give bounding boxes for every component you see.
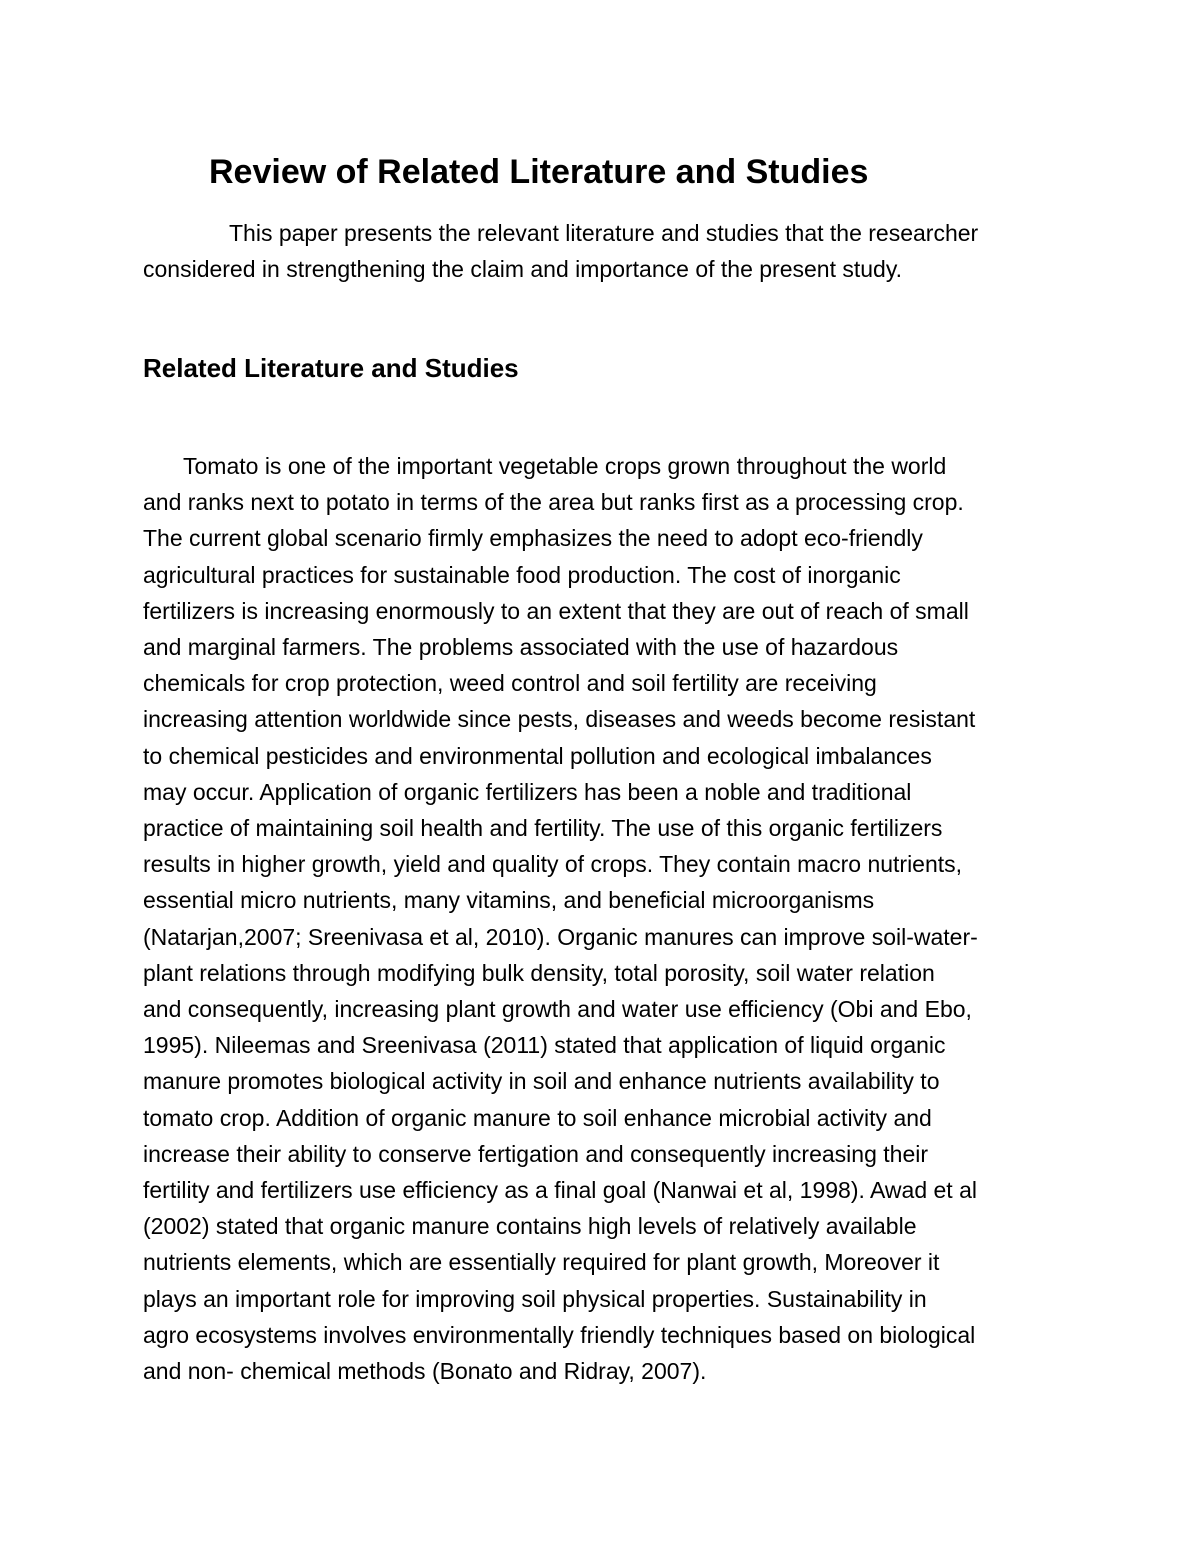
body-line: 1995). Nileemas and Sreenivasa (2011) stated that application of liquid organic xyxy=(143,1032,946,1059)
body-line: and consequently, increasing plant growth and water use efficiency (Obi and Ebo, xyxy=(143,996,972,1023)
body-line: manure promotes biological activity in soil and enhance nutrients availability to xyxy=(143,1068,940,1095)
body-line: agro ecosystems involves environmentally friendly techniques based on biological xyxy=(143,1321,976,1348)
body-line: may occur. Application of organic fertilizers has been a noble and traditional xyxy=(143,778,912,805)
body-line: fertilizers is increasing enormously to an extent that they are out of reach of small xyxy=(143,597,969,624)
body-line: plant relations through modifying bulk density, total porosity, soil water relation xyxy=(143,959,935,986)
body-line: (2002) stated that organic manure contains high levels of relatively available xyxy=(143,1213,917,1240)
body-line: and non- chemical methods (Bonato and Ridray, 2007). xyxy=(143,1358,707,1385)
intro-paragraph: This paper presents the relevant literature and studies that the researcher considered in strengthening the claim and importance of the present study. xyxy=(143,220,979,282)
body-line: increase their ability to conserve fertigation and consequently increasing their xyxy=(143,1140,928,1167)
body-line: nutrients elements, which are essentially required for plant growth, Moreover it xyxy=(143,1249,940,1276)
page-title: Review of Related Literature and Studies xyxy=(209,153,869,191)
body-line: (Natarjan,2007; Sreenivasa et al, 2010). Organic manures can improve soil-water- xyxy=(143,923,978,950)
body-line: to chemical pesticides and environmental pollution and ecological imbalances xyxy=(143,742,932,769)
body-line: Tomato is one of the important vegetable crops grown throughout the world xyxy=(183,453,947,479)
body-line: practice of maintaining soil health and fertility. The use of this organic fertilizers xyxy=(143,815,943,842)
body-line: The current global scenario firmly emphasizes the need to adopt eco-friendly xyxy=(143,525,923,552)
body-line: essential micro nutrients, many vitamins, and beneficial microorganisms xyxy=(143,887,875,914)
body-line: tomato crop. Addition of organic manure to soil enhance microbial activity and xyxy=(143,1104,932,1131)
body-line: chemicals for crop protection, weed control and soil fertility are receiving xyxy=(143,670,877,697)
body-paragraph xyxy=(143,448,1058,1389)
body-line: results in higher growth, yield and quality of crops. They contain macro nutrients, xyxy=(143,851,963,878)
body-line: increasing attention worldwide since pests, diseases and weeds become resistant xyxy=(143,706,976,733)
body-line: fertility and fertilizers use efficiency as a final goal (Nanwai et al, 1998). Awad et al xyxy=(143,1177,977,1204)
body-line: and marginal farmers. The problems associated with the use of hazardous xyxy=(143,634,899,661)
body-line: plays an important role for improving soil physical properties. Sustainability in xyxy=(143,1285,927,1312)
body-line: agricultural practices for sustainable food production. The cost of inorganic xyxy=(143,561,901,588)
body-line: and ranks next to potato in terms of the area but ranks first as a processing crop. xyxy=(143,489,964,516)
section-heading: Related Literature and Studies xyxy=(143,353,519,383)
